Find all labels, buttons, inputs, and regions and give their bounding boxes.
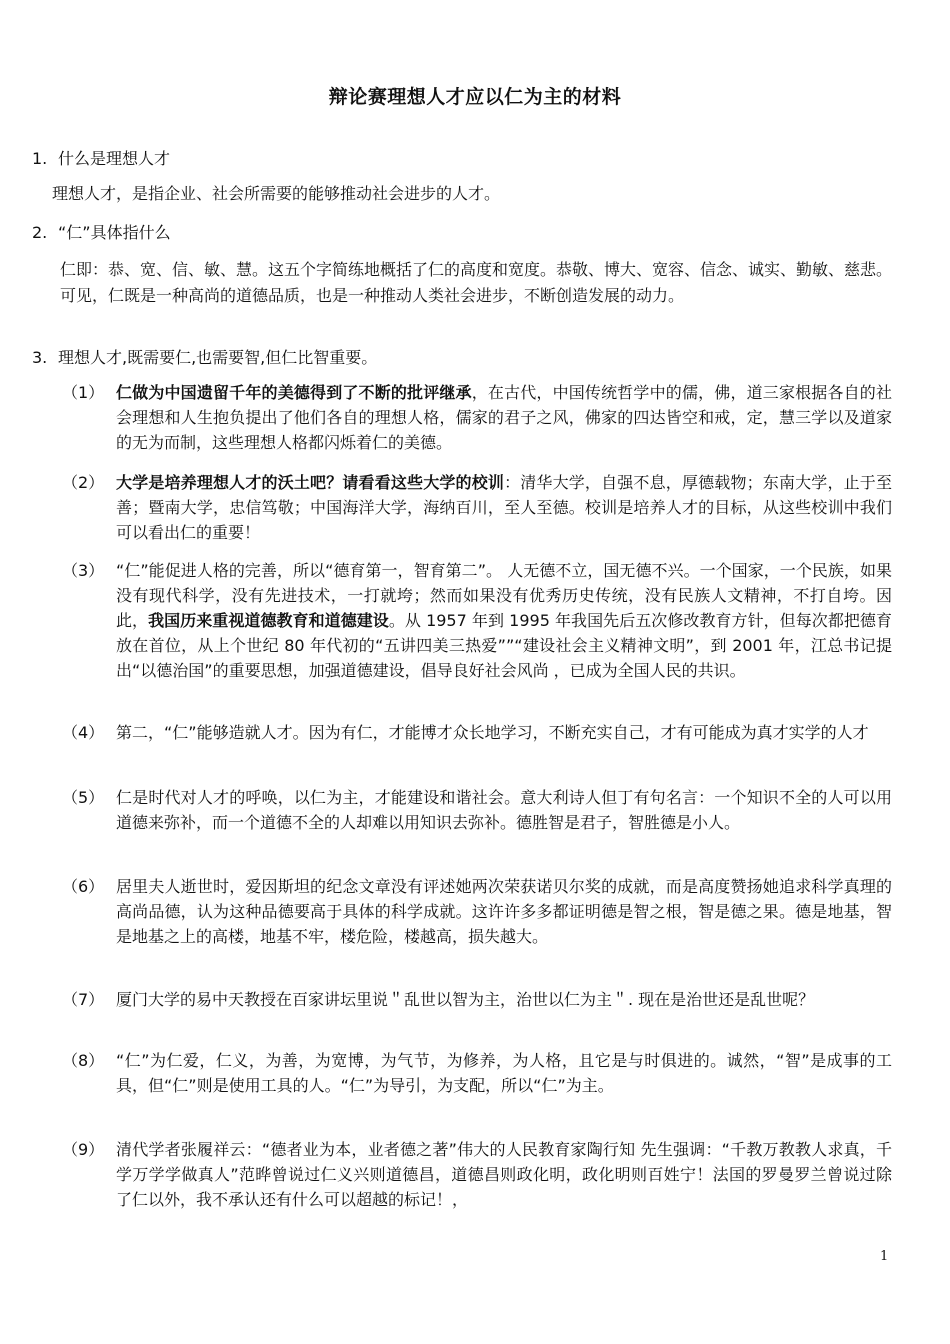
item-text: “仁”为仁爱，仁义，为善，为宽博，为气节，为修养，为人格，且它是与时俱进的。诚然，“智”是成事的工具，但“仁”则是使用工具的人。“仁”为导引，为支配，所以“仁”为主。	[116, 1051, 892, 1095]
list-item	[62, 1048, 892, 1098]
item-number: （6）	[62, 877, 105, 896]
section-1-text: 理想人才，是指企业、社会所需要的能够推动社会进步的人才。	[52, 184, 501, 203]
section-1-number: 1.	[32, 149, 48, 168]
item-number: （1）	[62, 383, 105, 402]
item-bold-text: 我国历来重视道德教育和道德建设	[148, 611, 389, 630]
list-item	[62, 987, 892, 1012]
item-text: 仁是时代对人才的呼唤，以仁为主，才能建设和谐社会。意大利诗人但丁有句名言：一个知识不全的人可以用道德来弥补，而一个道德不全的人却难以用知识去弥补。德胜智是君子，智胜德是小人。	[116, 788, 892, 832]
item-number: （9）	[62, 1140, 105, 1159]
section-3-heading	[32, 345, 377, 368]
list-item	[62, 380, 892, 455]
section-1-heading	[32, 146, 170, 169]
section-3-number: 3.	[32, 348, 48, 367]
item-text: 第二，“仁”能够造就人才。因为有仁，才能博才众长地学习，不断充实自己，才有可能成为真才实学的人才	[116, 723, 869, 742]
item-number: （2）	[62, 473, 105, 492]
item-bold-text: 仁做为中国遗留千年的美德得到了不断的批评继承	[116, 383, 472, 402]
page-number: 1	[880, 1249, 889, 1264]
section-2-number: 2.	[32, 223, 48, 242]
item-text: 居里夫人逝世时，爱因斯坦的纪念文章没有评述她两次荣获诺贝尔奖的成就，而是高度赞扬她追求科学真理的高尚品德，认为这种品德要高于具体的科学成就。这许许多多都证明德是智之根，智是德之果。德是地基，智是地基之上的高楼，地基不牢，楼危险，楼越高，损失越大。	[116, 877, 892, 946]
item-number: （4）	[62, 723, 105, 742]
item-text: 大学是培养理想人才的沃土吧？请看看这些大学的校训：清华大学，自强不息，厚德载物；东南大学，止于至善；暨南大学，忠信笃敬；中国海洋大学，海纳百川，至人至德。校训是培养人才的目标，从这些校训中我们可以看出仁的重要！	[116, 473, 892, 542]
section-2-heading	[32, 220, 171, 243]
section-2-text: 仁即：恭、宽、信、敏、慧。这五个字简练地概括了仁的高度和宽度。恭敬、博大、宽容、信念、诚实、勤敏、慈悲。可见，仁既是一种高尚的道德品质，也是一种推动人类社会进步，不断创造发展的动力。	[60, 260, 893, 305]
list-item	[62, 874, 892, 949]
item-text: 清代学者张履祥云：“德者业为本，业者德之著”伟大的人民教育家陶行知 先生强调：“千教万教教人求真，千学万学学做真人”范晔曾说过仁义兴则道德昌，道德昌则政化明，政化明则百姓宁！法国的罗曼罗兰曾说过除了仁以外，我不承认还有什么可以超越的标记！，	[116, 1140, 892, 1209]
item-number: （5）	[62, 788, 105, 807]
item-text: “仁”能促进人格的完善，所以“德育第一，智育第二”。 人无德不立，国无德不兴。一个国家，一个民族，如果没有现代科学，没有先进技术，一打就垮；然而如果没有优秀历史传统，没有民族人文精神，不打自垮。因此，我国历来重视道德教育和道德建设。从 1957 年到 1995 年我国先后五次修改教育方针，但每次都把德育放在首位，从上个世纪 80 年代初的“五讲四美三热爱””“建设社会主义精神文明”，到 2001 年，江总书记提出“以德治国”的重要思想，加强道德建设，倡导良好社会风尚 ，已成为全国人民的共识。	[116, 561, 892, 680]
item-number: （7）	[62, 990, 105, 1009]
list-item	[62, 720, 892, 745]
document-title: 辩论赛理想人才应以仁为主的材料	[328, 86, 622, 108]
item-bold-text: 大学是培养理想人才的沃土吧？请看看这些大学的校训	[116, 473, 505, 492]
section-3-title: 理想人才,既需要仁,也需要智,但仁比智重要。	[58, 348, 378, 367]
item-text: 仁做为中国遗留千年的美德得到了不断的批评继承，在古代，中国传统哲学中的儒，佛，道三家根据各自的社会理想和人生抱负提出了他们各自的理想人格，儒家的君子之风，佛家的四达皆空和戒，定，慧三学以及道家的无为而制，这些理想人格都闪烁着仁的美德。	[116, 383, 892, 452]
item-number: （3）	[62, 561, 105, 580]
item-number: （8）	[62, 1051, 105, 1070]
item-text: 厦门大学的易中天教授在百家讲坛里说＂乱世以智为主，治世以仁为主＂. 现在是治世还是乱世呢？	[116, 990, 815, 1009]
section-1-title: 什么是理想人才	[58, 149, 171, 168]
list-item	[62, 785, 892, 835]
section-2-title: “仁”具体指什么	[58, 223, 171, 242]
list-item	[62, 1137, 892, 1212]
list-item	[62, 558, 892, 683]
list-item	[62, 470, 892, 545]
